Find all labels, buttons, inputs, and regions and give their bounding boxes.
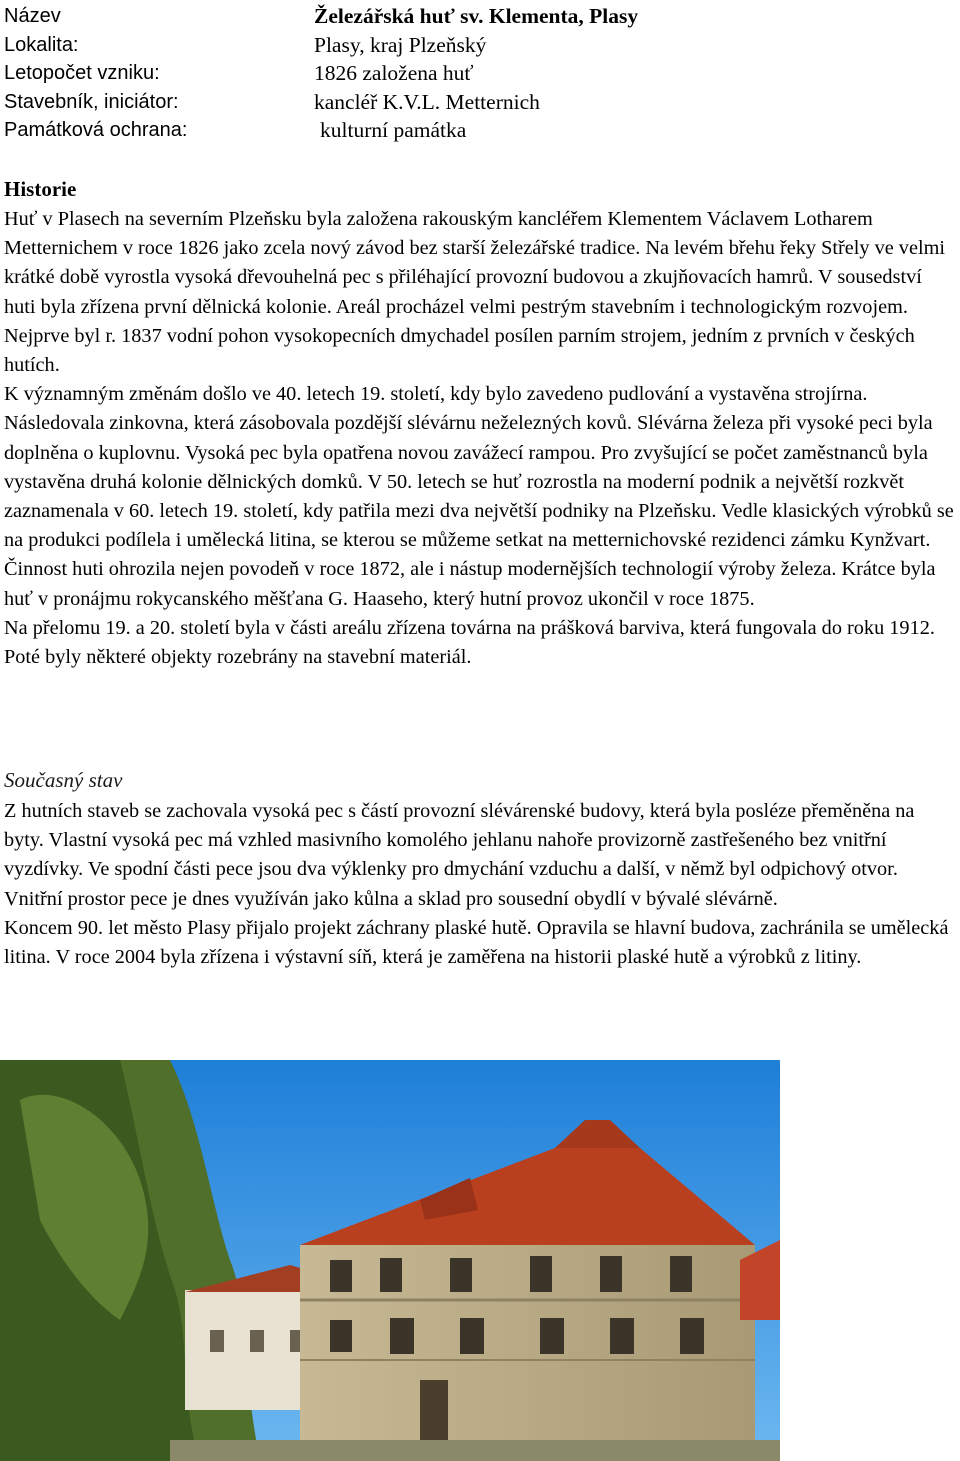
building-photo	[0, 1060, 780, 1461]
info-row-protection	[4, 116, 638, 145]
history-text	[4, 205, 954, 672]
info-label: Letopočet vzniku:	[4, 62, 160, 84]
info-label: Stavebník, iniciátor:	[4, 90, 179, 113]
info-value: kulturní památka	[320, 118, 467, 142]
history-paragraph: Na přelomu 19. a 20. století byla v části areálu zřízena továrna na prášková barviva, která fungovala do roku 1912. Poté byly některé objekty rozebrány na stavební materiál.	[4, 616, 935, 669]
info-value-name: Železářská huť sv. Klementa, Plasy	[314, 4, 639, 28]
info-label: Památková ochrana:	[4, 119, 188, 141]
history-paragraph: Nejprve byl r. 1837 vodní pohon vysokopecních dmychadel posílen parním strojem, jedním z prvních v českých hutích.	[4, 324, 915, 377]
history-paragraph: Huť v Plasech na severním Plzeňsku byla založena rakouským kancléřem Klementem Václavem Lotharem Metternichem v roce 1826 jako zcela nový závod bez starší železářské tradice. Na levém břehu řeky Střely ve velmi krátké době vyrostla vysoká dřevouhelná pec s přiléhající provozní budovou a zkujňovacích hamrů. V sousedství huti byla zřízena první dělnická kolonie. Areál procházel velmi pestrým stavebním i technologickým rozvojem.	[4, 208, 945, 318]
info-row-year	[4, 59, 638, 88]
info-row-builder	[4, 88, 638, 117]
current-state-text	[4, 797, 954, 972]
history-paragraph: K významným změnám došlo ve 40. letech 19. století, kdy bylo zavedeno pudlování a vystavěna strojírna. Následovala zinkovna, která zásobovala pozdější slévárnu neželezných kovů. Slévárna železa při vysoké peci byla doplněna o kuplovnu. Vysoká pec byla opatřena novou zavážecí rampou. Pro zvyšující se počet zaměstnanců byla vystavěna druhá kolonie dělnických domků. V 50. letech se huť rozrostla na moderní podnik a největší rozkvět zaznamenala v 60. letech 19. století, kdy patřila mezi dva největší podniky na Plzeňsku. Vedle klasických výrobků se na produkci podílela i umělecká litina, se kterou se můžeme setkat na metternichovské rezidenci zámku Kynžvart. Činnost huti ohrozila nejen povodeň v roce 1872, ale i nástup modernějších technologií výroby železa. Krátce byla huť v pronájmu rokycanského měšťana G. Haaseho, který hutní provoz ukončil v roce 1875.	[4, 383, 954, 610]
history-heading: Historie	[4, 177, 77, 201]
info-value: Plasy, kraj Plzeňský	[314, 32, 487, 57]
info-table	[4, 2, 638, 145]
info-value: 1826 založena huť	[314, 61, 474, 85]
info-label: Název	[4, 5, 61, 27]
current-paragraph: Z hutních staveb se zachovala vysoká pec s částí provozní slévárenské budovy, která byla posléze přeměněna na byty. Vlastní vysoká pec má vzhled masivního komolého jehlanu nahoře provizorně zastřešeného bez vnitřní vyzdívky. Ve spodní části pece jsou dva výklenky pro dmychání vzduchu a další, v němž byl odpichový otvor. Vnitřní prostor pece je dnes využíván jako kůlna a sklad pro sousední obydlí v bývalé slévárně.	[4, 800, 915, 910]
current-state-heading: Současný stav	[4, 768, 123, 792]
info-label: Lokalita:	[4, 33, 79, 56]
info-value: kancléř K.V.L. Metternich	[314, 89, 540, 114]
current-paragraph: Koncem 90. let město Plasy přijalo projekt záchrany plaské hutě. Opravila se hlavní budova, zachránila se umělecká litina. V roce 2004 byla zřízena i výstavní síň, která je zaměřena na historii plaské hutě a výrobků z litiny.	[4, 916, 949, 969]
info-row-name	[4, 2, 638, 31]
info-row-location	[4, 31, 638, 60]
